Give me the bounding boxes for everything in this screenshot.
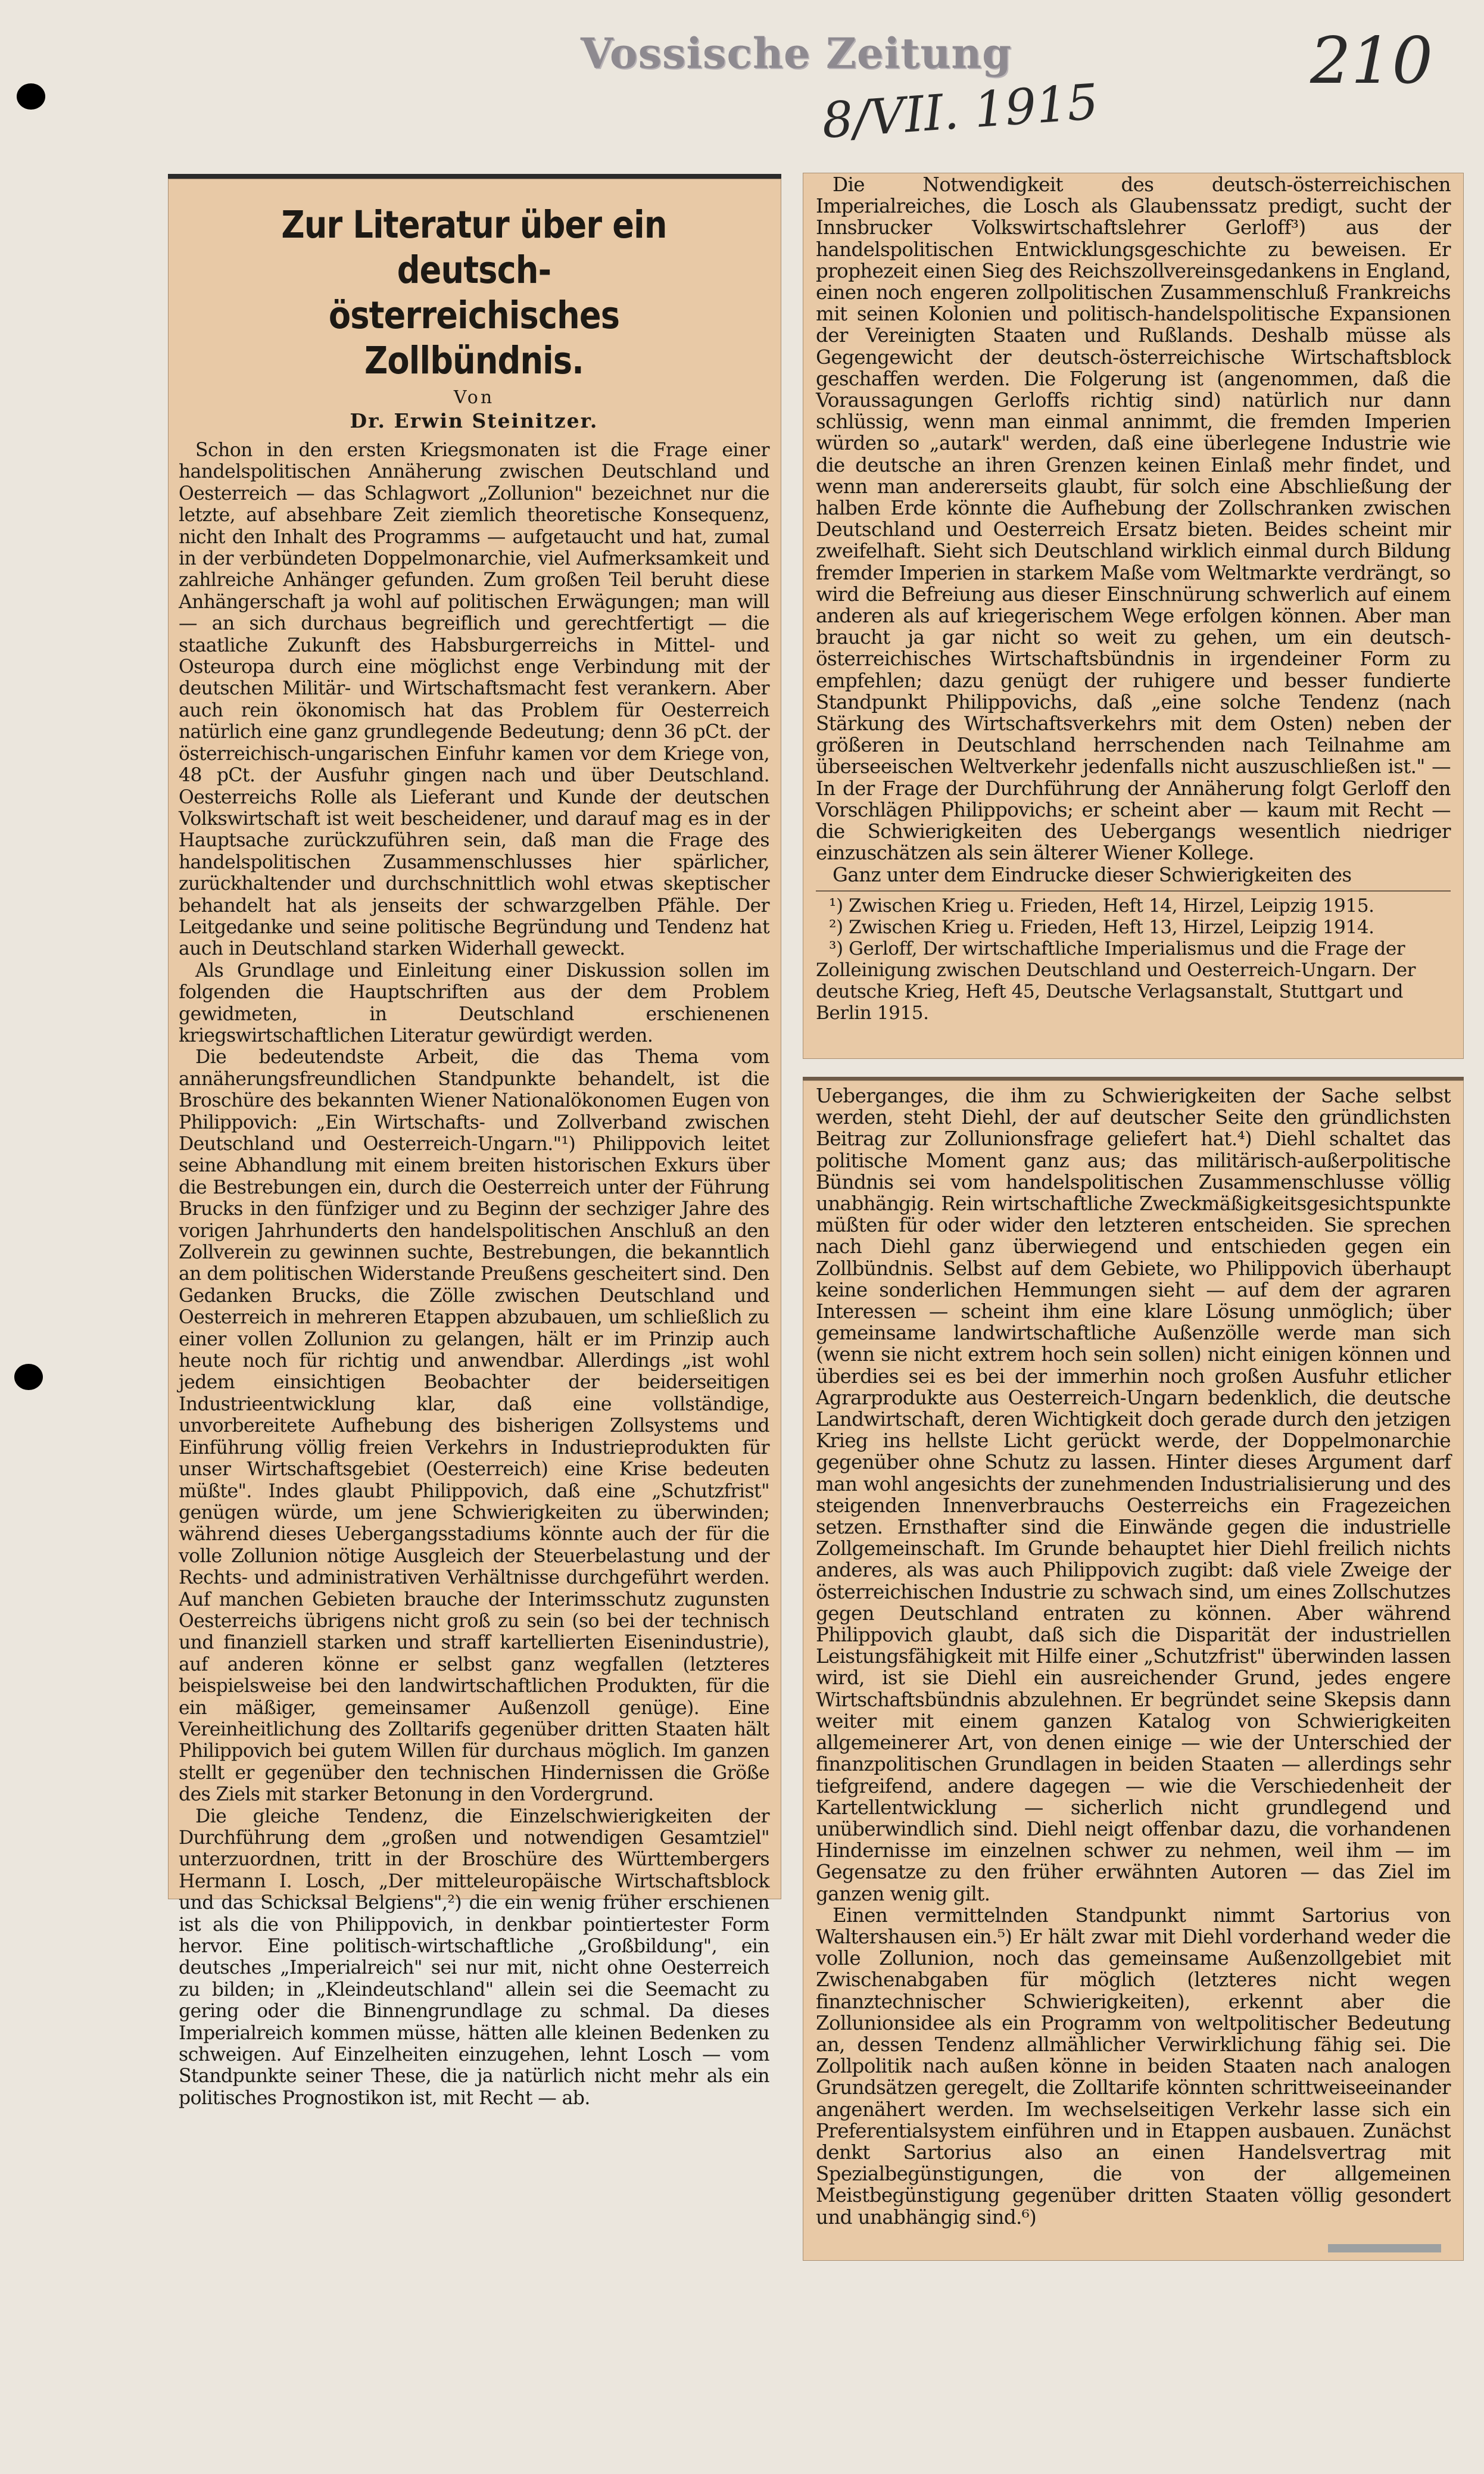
clipping-column-3 bbox=[803, 1077, 1464, 2261]
author-name: Dr. Erwin Steinitzer. bbox=[350, 409, 598, 432]
paragraph: Ganz unter dem Eindrucke dieser Schwierigkeiten des bbox=[833, 863, 1352, 886]
footnote: ²) Zwischen Krieg u. Frieden, Heft 13, Hirzel, Leipzig 1914. bbox=[829, 916, 1374, 938]
footnote-rule bbox=[816, 890, 1451, 892]
column-2-text bbox=[816, 173, 1451, 886]
footnote: ³) Gerloff, Der wirtschaftliche Imperialismus und die Frage der Zolleinigung zwischen Deutschland und Oesterreich-Ungarn. Der deutsche Krieg, Heft 45, Deutsche Verlagsanstalt, Stuttgart und Berlin 1915. bbox=[816, 937, 1416, 1024]
punch-hole bbox=[17, 83, 45, 110]
handwritten-number: 210 bbox=[1310, 24, 1433, 98]
paragraph: Die gleiche Tendenz, die Einzelschwierigkeiten der Durchführung dem „großen und notwendigen Gesamtziel" unterzuordnen, tritt in der Broschüre des Württembergers Hermann I. Losch, „Der mitteleuropäische Wirtschaftsblock und das Schicksal Belgiens",²) die ein wenig früher erschienen ist als die von Philippovich, in denkbar pointiertester Form hervor. Eine politisch-wirtschaftliche „Großbildung", ein deutsches „Imperialreich" sei nur mit, nicht ohne Oesterreich zu bilden; in „Kleindeutschland" allein sei die Seemacht zu gering oder die Binnengrundlage zu schmal. Da dieses Imperialreich kommen müsse, hätten alle kleinen Bedenken zu schweigen. Auf Einzelheiten einzugehen, lehnt Losch — vom Standpunkte seiner These, die ja natürlich nicht mehr als ein politisches Prognostikon ist, mit Recht — ab. bbox=[179, 1805, 769, 2109]
clipping-column-1 bbox=[168, 174, 781, 2109]
byline-von: Von bbox=[453, 387, 495, 408]
footnote: ¹) Zwischen Krieg u. Frieden, Heft 14, Hirzel, Leipzig 1915. bbox=[829, 895, 1374, 917]
headline-line-1: Zur Literatur über ein deutsch- bbox=[281, 203, 667, 292]
column-1-text bbox=[179, 440, 769, 2109]
footnotes bbox=[816, 895, 1451, 1024]
handwritten-date: 8/VII. 1915 bbox=[820, 73, 1100, 150]
paragraph: Ueberganges, die ihm zu Schwierigkeiten der Sache selbst werden, steht Diehl, der auf deutscher Seite den gründlichsten Beitrag zur Zollunionsfrage geliefert hat.⁴) Diehl schaltet das politische Moment ganz aus; das militärisch-außerpolitische Bündnis sei vom handelspolitischen Zusammenschlusse völlig unabhängig. Rein wirtschaftliche Zweckmäßigkeitsgesichtspunkte müßten für oder wider den letzteren entscheiden. Sie sprechen nach Diehl ganz überwiegend und entschieden gegen ein Zollbündnis. Selbst auf dem Gebiete, wo Philippovich überhaupt keine sonderlichen Hemmungen sieht — auf dem der agraren Interessen — scheint ihm eine klare Lösung unmöglich; über gemeinsame landwirtschaftliche Außenzölle werde man sich (wenn sie nicht extrem hoch sein sollen) nicht einigen können und überdies sei es bei der immerhin noch großen Ausfuhr etlicher Agrarprodukte aus Oesterreich-Ungarn bedenklich, die deutsche Landwirtschaft, deren Wichtigkeit doch gerade durch den jetzigen Krieg ins hellste Licht gerückt werde, der Doppelmonarchie gegenüber ohne Schutz zu lassen. Hinter dieses Argument darf man wohl angesichts der zunehmenden Industrialisierung und des steigenden Innenverbrauchs Oesterreichs ein Fragezeichen setzen. Ernsthafter sind die Einwände gegen die industrielle Zollgemeinschaft. Im Grunde behauptet hier Diehl freilich nichts anderes, als was auch Philippovich zugibt: daß viele Zweige der österreichischen Industrie zu schwach sind, um eines Zollschutzes gegen Deutschland entraten zu können. Aber während Philippovich glaubt, daß sich die Disparität der industriellen Leistungsfähigkeit mit Hilfe einer „Schutzfrist" überwinden lassen wird, ist sie Diehl ein ausreichender Grund, jedes engere Wirtschaftsbündnis abzulehnen. Er begründet seine Skepsis dann weiter mit einem ganzen Katalog von Schwierigkeiten allgemeinerer Art, von denen einige — wie der Unterschied der finanzpolitischen Grundlagen in beiden Staaten — allerdings sehr tiefgreifend, andere dagegen — wie die Verschiedenheit der Kartellentwicklung — sicherlich nicht grundlegend und unüberwindlich sind. Diehl neigt offenbar dazu, die vorhandenen Hindernisse im einzelnen schwer zu nehmen, weil ihm — im Gegensatze zu den früher erwähnten Autoren — das Ziel im ganzen wenig gilt. bbox=[816, 1085, 1451, 1905]
punch-hole bbox=[14, 1364, 43, 1390]
tape-strip bbox=[1328, 2244, 1441, 2252]
paragraph: Einen vermittelnden Standpunkt nimmt Sartorius von Waltershausen ein.⁵) Er hält zwar mit Diehl vorderhand weder die volle Zollunion, noch das gemeinsame Außenzollgebiet mit Zwischenabgaben für möglich (letzteres nicht wegen finanztechnischer Schwierigkeiten), erkennt aber die Zollunionsidee als ein Programm von weltpolitischer Bedeutung an, dessen Tendenz allmählicher Verwirklichung fähig sei. Die Zollpolitik nach außen könne in beiden Staaten nach analogen Grundsätzen geregelt, die Zolltarife könnten schrittweiseeinander angenähert werden. Im wechselseitigen Verkehr lasse sich ein Preferentialsystem einführen und in Etappen ausbauen. Zunächst denkt Sartorius also an einen Handelsvertrag mit Spezialbegünstigungen, die von der allgemeinen Meistbegünstigung gegenüber dritten Staaten völlig gesondert und unabhängig sind.⁶) bbox=[816, 1903, 1451, 2229]
article-headline bbox=[220, 202, 728, 384]
clipping-column-2 bbox=[803, 173, 1464, 1059]
headline-line-2: österreichisches Zollbündnis. bbox=[328, 294, 620, 382]
column-3-text bbox=[816, 1080, 1451, 2228]
paragraph: Als Grundlage und Einleitung einer Diskussion sollen im folgenden die Hauptschriften aus der dem Problem gewidmeten, in Deutschland erschienenen kriegswirtschaftlichen Literatur gewürdigt werden. bbox=[179, 959, 769, 1046]
newspaper-stamp: Vossische Zeitung bbox=[581, 29, 1012, 78]
paragraph: Die Notwendigkeit des deutsch-österreichischen Imperialreiches, die Losch als Glaubenssatz predigt, sucht der Innsbrucker Volkswirtschaftslehrer Gerloff³) aus der handelspolitischen Entwicklungsgeschichte zu beweisen. Er prophezeit einen Sieg des Reichszollvereinsgedankens in England, einen noch engeren zollpolitischen Zusammenschluß Frankreichs mit seinen Kolonien und politisch-handelspolitische Expansionen der Vereinigten Staaten und Rußlands. Deshalb müsse als Gegengewicht der deutsch-österreichische Wirtschaftsblock geschaffen werden. Die Folgerung ist (angenommen, daß die Voraussagungen Gerloffs richtig sind) natürlich nur dann schlüssig, wenn man einmal annimmt, die fremden Imperien würden so „autark" werden, daß eine überlegene Industrie wie die deutsche an ihren Grenzen keinen Einlaß mehr findet, und wenn man andererseits glaubt, für solch eine Abschließung der halben Erde könnte die Aufhebung der Zollschranken zwischen Deutschland und Oesterreich Ersatz bieten. Beides scheint mir zweifelhaft. Sieht sich Deutschland wirklich einmal durch Bildung fremder Imperien in starkem Maße vom Weltmarkte verdrängt, so wird die Befreiung aus dieser Einschnürung schwerlich auf einem anderen als auf kriegerischem Wege erfolgen können. Aber man braucht ja gar nicht so weit zu gehen, um ein deutsch-österreichisches Wirtschaftsbündnis in irgendeiner Form zu empfehlen; dazu genügt der ruhigere und besser fundierte Standpunkt Philippovichs, daß „eine solche Tendenz (nach Stärkung des Wirtschaftsverkehrs mit dem Osten) neben der größeren in Deutschland herrschenden nach Teilnahme am überseeischen Weltverkehr jedenfalls nicht auszuschließen ist." — In der Frage der Durchführung der Annäherung folgt Gerloff den Vorschlägen Philippovichs; er scheint aber — kaum mit Recht — die Schwierigkeiten des Uebergangs wesentlich niedriger einzuschätzen als sein älterer Wiener Kollege. bbox=[816, 173, 1451, 865]
paragraph: Schon in den ersten Kriegsmonaten ist die Frage einer handelspolitischen Annäherung zwischen Deutschland und Oesterreich — das Schlagwort „Zollunion" bezeichnet nur die letzte, auf absehbare Zeit ziemlich theoretische Konsequenz, nicht den Inhalt des Programms — aufgetaucht und hat, zumal in der verbündeten Doppelmonarchie, viel Aufmerksamkeit und zahlreiche Anhänger gefunden. Zum großen Teil beruht diese Anhängerschaft ja wohl auf politischen Erwägungen; man will — an sich durchaus begreiflich und gerechtfertigt — die staatliche Zukunft des Habsburgerreichs in Mittel- und Osteuropa durch eine möglichst enge Verbindung mit der deutschen Militär- und Wirtschaftsmacht fest verankern. Aber auch rein ökonomisch hat das Problem für Oesterreich natürlich eine ganz grundlegende Bedeutung; denn 36 pCt. der österreichisch-ungarischen Einfuhr kamen vor dem Kriege von, 48 pCt. der Ausfuhr gingen nach und über Deutschland. Oesterreichs Rolle als Lieferant und Kunde der deutschen Volkswirtschaft ist weit bescheidener, und darauf mag es in der Hauptsache zurückzuführen sein, daß man die Frage des handelspolitischen Zusammenschlusses hier spärlicher, zurückhaltender und durchschnittlich wohl etwas skeptischer behandelt hat als jenseits der schwarzgelben Pfähle. Der Leitgedanke und seine politische Begründung und Tendenz hat auch in Deutschland starken Widerhall geweckt. bbox=[179, 440, 769, 960]
paragraph: Die bedeutendste Arbeit, die das Thema vom annäherungsfreundlichen Standpunkte behandelt, ist die Broschüre des bekannten Wiener Nationalökonomen Eugen von Philippovich: „Ein Wirtschafts- und Zollverband zwischen Deutschland und Oesterreich-Ungarn."¹) Philippovich leitet seine Abhandlung mit einem breiten historischen Exkurs über die Bestrebungen ein, durch die Oesterreich unter der Führung Brucks in den fünfziger und zu Beginn der sechziger Jahre des vorigen Jahrhunderts den handelspolitischen Anschluß an den Zollverein zu gewinnen suchte, Bestrebungen, die bekanntlich an dem politischen Widerstande Preußens gescheitert sind. Den Gedanken Brucks, die Zölle zwischen Deutschland und Oesterreich in mehreren Etappen abzubauen, um schließlich zu einer vollen Zollunion zu gelangen, hält er im Prinzip auch heute noch für richtig und anwendbar. Allerdings „ist wohl jedem einsichtigen Beobachter der beiderseitigen Industrieentwicklung klar, daß eine vollständige, unvorbereitete Aufhebung des bisherigen Zollsystems und Einführung völlig freien Verkehrs in Industrieprodukten für unser Wirtschaftsgebiet (Oesterreich) eine Krise bedeuten müßte". Indes glaubt Philippovich, daß eine „Schutzfrist" genügen würde, um jene Schwierigkeiten zu überwinden; während dieses Uebergangsstadiums könnte auch der für die volle Zollunion nötige Ausgleich der Steuerbelastung und der Rechts- und administrativen Verhältnisse durchgeführt werden. Auf manchen Gebieten brauche der Interimsschutz zugunsten Oesterreichs übrigens nicht groß zu sein (so bei der technisch und finanziell starken und straff kartellierten Eisenindustrie), auf anderen könne er selbst ganz wegfallen (letzteres beispielsweise bei den landwirtschaftlichen Produkten, für die ein mäßiger, gemeinsamer Außenzoll genüge). Eine Vereinheitlichung des Zolltarifs gegenüber dritten Staaten hält Philippovich bei gutem Willen für durchaus möglich. Im ganzen stellt er gegenüber den technischen Hindernissen die Größe des Ziels mit starker Betonung in den Vordergrund. bbox=[179, 1046, 769, 1806]
